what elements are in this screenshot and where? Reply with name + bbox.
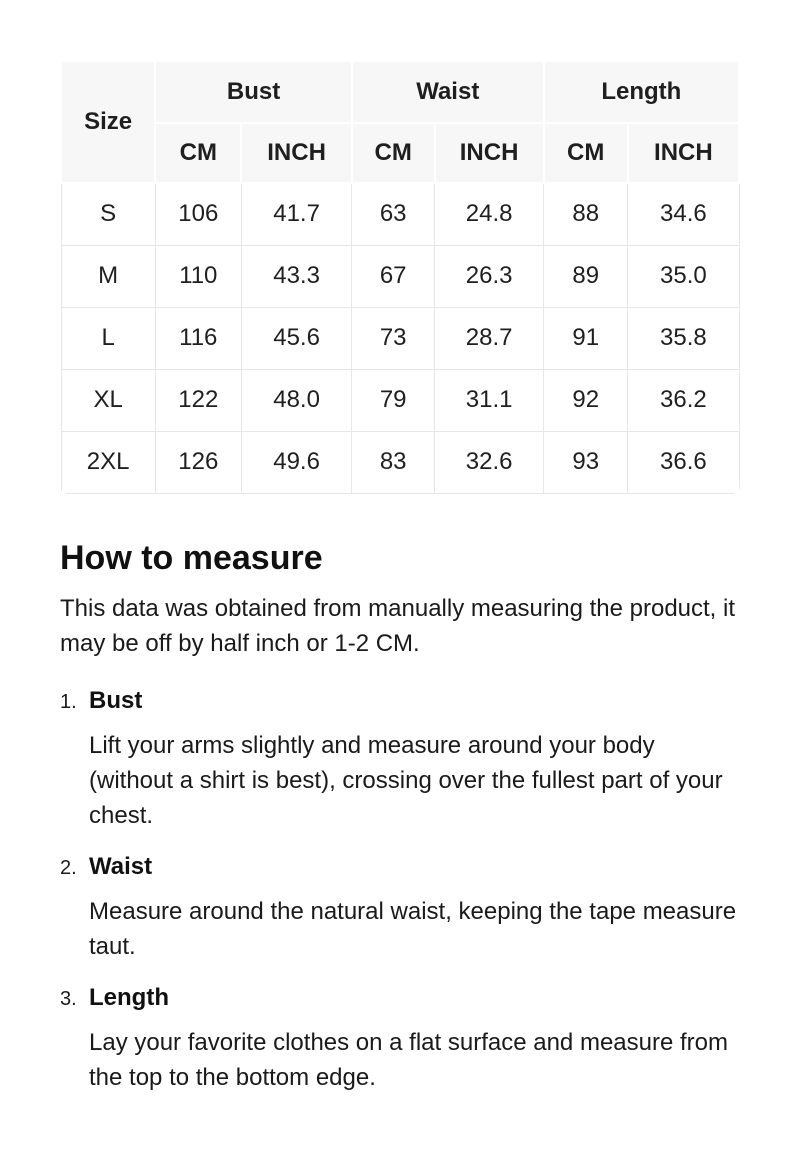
length-cm: 91 [544, 307, 628, 369]
step-head [60, 850, 740, 883]
length-cm: 89 [544, 245, 628, 307]
bust-inch: 49.6 [241, 431, 352, 493]
table-row-xl [61, 369, 739, 431]
measure-steps-list [60, 684, 740, 1095]
header-size: Size [61, 61, 155, 183]
header-bust-cm: CM [155, 123, 241, 183]
header-group-bust: Bust [155, 61, 352, 123]
step-number: 1. [60, 690, 77, 713]
table-row-2xl [61, 431, 739, 493]
waist-inch: 24.8 [435, 183, 544, 245]
length-cm: 88 [544, 183, 628, 245]
waist-inch: 28.7 [435, 307, 544, 369]
waist-inch: 32.6 [435, 431, 544, 493]
header-group-length: Length [544, 61, 739, 123]
bust-cm: 110 [155, 245, 241, 307]
length-cm: 92 [544, 369, 628, 431]
length-inch: 36.2 [628, 369, 739, 431]
table-row-l [61, 307, 739, 369]
step-waist [60, 850, 740, 964]
how-to-measure-title: How to measure [60, 538, 323, 577]
header-waist-inch: INCH [435, 123, 544, 183]
step-bust [60, 684, 740, 833]
size-label: S [61, 183, 155, 245]
bust-inch: 43.3 [241, 245, 352, 307]
header-length-cm: CM [544, 123, 628, 183]
step-term: Length [89, 983, 169, 1011]
bust-cm: 122 [155, 369, 241, 431]
waist-cm: 79 [352, 369, 435, 431]
waist-inch: 31.1 [435, 369, 544, 431]
header-group-waist: Waist [352, 61, 544, 123]
waist-inch: 26.3 [435, 245, 544, 307]
step-head [60, 981, 740, 1014]
header-length-inch: INCH [628, 123, 739, 183]
waist-cm: 73 [352, 307, 435, 369]
step-length [60, 981, 740, 1095]
size-chart-table [60, 60, 740, 494]
size-label: L [61, 307, 155, 369]
step-term: Waist [89, 852, 153, 880]
step-description: Lay your favorite clothes on a flat surface and measure from the top to the bottom edge. [89, 1028, 728, 1091]
step-description: Measure around the natural waist, keeping the tape measure taut. [89, 897, 737, 960]
bust-cm: 116 [155, 307, 241, 369]
step-number: 2. [60, 856, 77, 879]
step-number: 3. [60, 987, 77, 1010]
length-inch: 35.0 [628, 245, 739, 307]
table-row-m [61, 245, 739, 307]
step-term: Bust [89, 686, 143, 714]
bust-inch: 45.6 [241, 307, 352, 369]
waist-cm: 83 [352, 431, 435, 493]
length-inch: 34.6 [628, 183, 739, 245]
size-chart [60, 60, 740, 494]
waist-cm: 67 [352, 245, 435, 307]
bust-inch: 41.7 [241, 183, 352, 245]
table-row-s [61, 183, 739, 245]
size-label: M [61, 245, 155, 307]
bust-cm: 126 [155, 431, 241, 493]
length-inch: 35.8 [628, 307, 739, 369]
size-guide-section [60, 0, 740, 1095]
how-to-measure-intro: This data was obtained from manually measuring the product, it may be off by half inch or 1-2 CM. [60, 594, 736, 657]
header-bust-inch: INCH [241, 123, 352, 183]
length-inch: 36.6 [628, 431, 739, 493]
header-waist-cm: CM [352, 123, 435, 183]
waist-cm: 63 [352, 183, 435, 245]
step-head [60, 684, 740, 717]
size-label: 2XL [61, 431, 155, 493]
bust-cm: 106 [155, 183, 241, 245]
size-label: XL [61, 369, 155, 431]
step-description: Lift your arms slightly and measure around your body (without a shirt is best), crossing over the fullest part of your chest. [89, 731, 723, 829]
length-cm: 93 [544, 431, 628, 493]
bust-inch: 48.0 [241, 369, 352, 431]
